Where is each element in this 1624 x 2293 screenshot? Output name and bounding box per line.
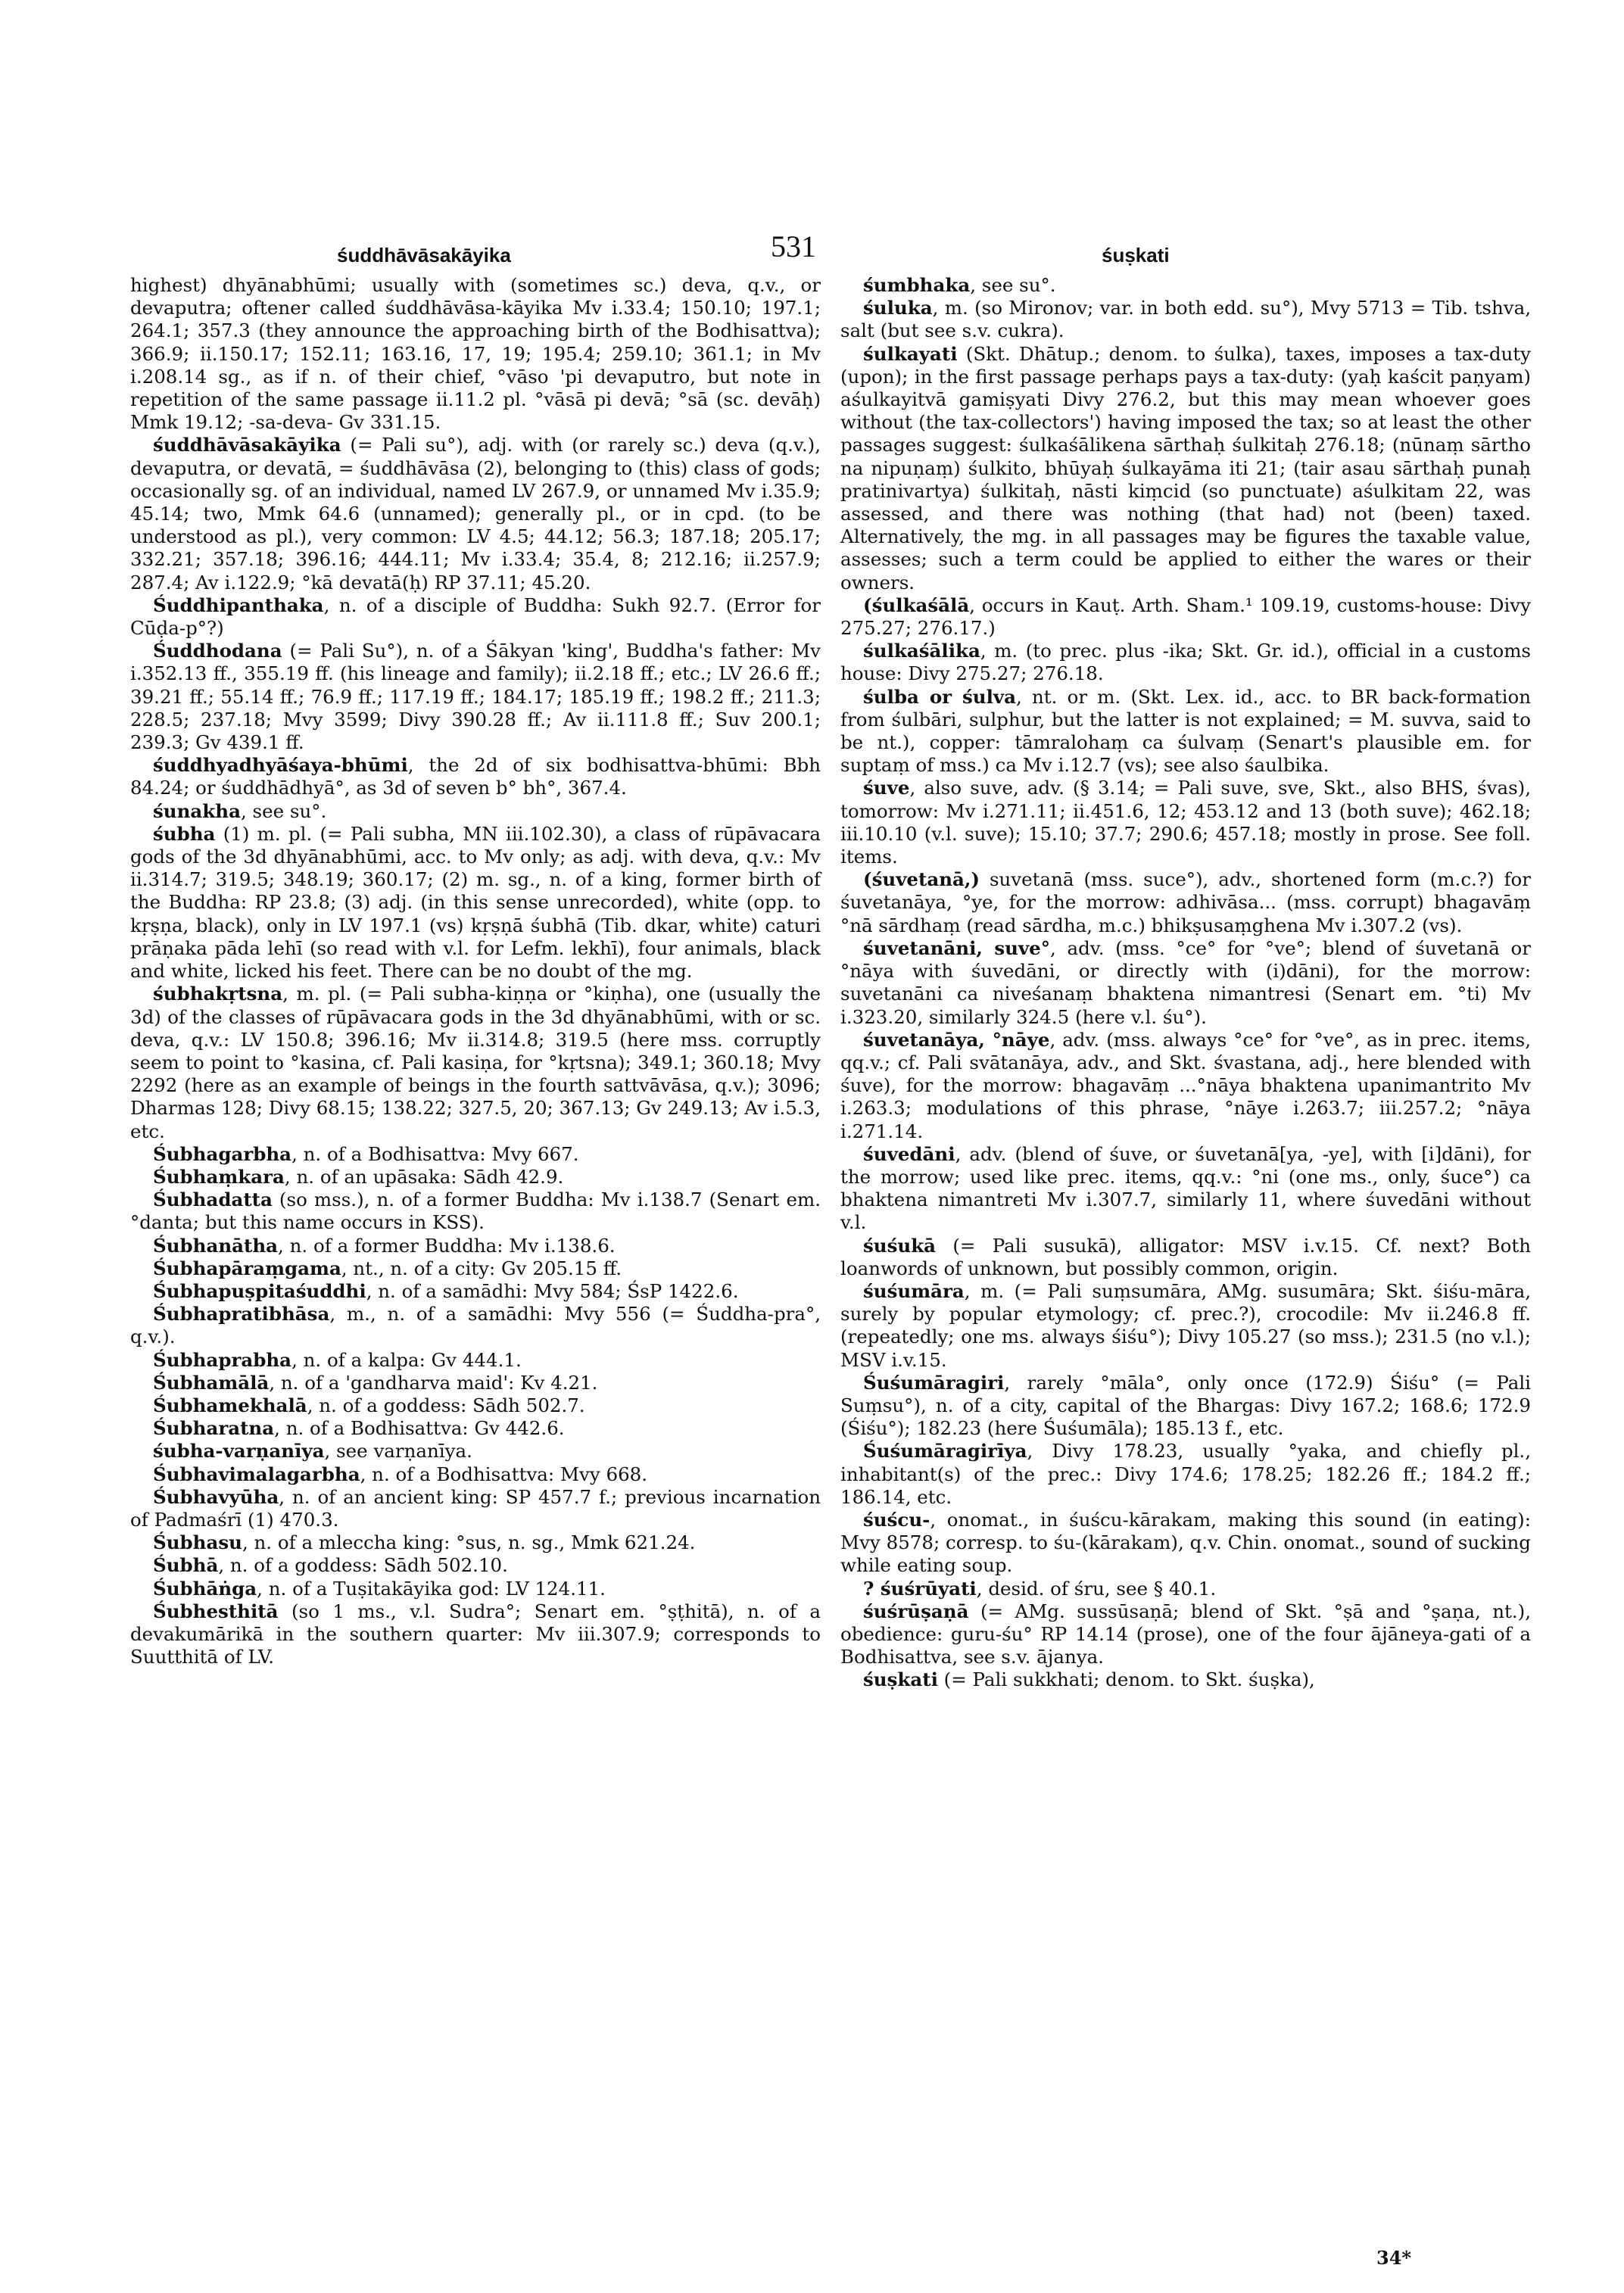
entry-headword: Śubhavimalagarbha	[153, 1463, 360, 1485]
entry-headword: Śubhadatta	[153, 1189, 273, 1211]
entry-headword: Śubharatna	[153, 1417, 275, 1440]
entry-headword: śuśumāra	[863, 1279, 965, 1302]
entry-headword: Śubhesthitā	[153, 1600, 279, 1622]
dictionary-entry	[130, 594, 821, 640]
dictionary-entry	[130, 1235, 821, 1257]
entry-text: , rarely °māla°, only once (172.9) Śiśu° (= Pali Suṃsu°), n. of a city, capital of the Bhargas: Divy 167.2; 168.6; 172.9 (Śiśu°); 182.23 (here Śuśumāla); 185.13 f., etc.	[840, 1371, 1531, 1440]
dictionary-entry	[130, 754, 821, 799]
entry-headword: Śubhasu	[153, 1531, 242, 1554]
entry-text: , n. of a former Buddha: Mv i.138.6.	[278, 1234, 616, 1257]
dictionary-entry	[840, 1029, 1531, 1143]
entry-headword: Śubhamālā	[153, 1371, 270, 1394]
entry-text: , n. of an upāsaka: Sādh 42.9.	[284, 1165, 564, 1188]
entry-headword: Śubhavyūha	[153, 1485, 279, 1508]
dictionary-entry	[130, 640, 821, 754]
entry-text: , adv. (blend of śuve, or śuvetanā[ya, -ye], with [i]dāni), for the morrow; used like prec. items, qq.v.: °ni (one ms., only, śuce°) ca bhaktena nimantreti Mv i.307.7, similarly 11, where śuvedāni without v.l.	[840, 1142, 1531, 1234]
entry-headword: Śubhapāraṃgama	[153, 1257, 341, 1279]
entry-headword: Śubhāṅga	[153, 1577, 257, 1600]
entry-text: , m., n. of a samādhi: Mvy 556 (= Śuddha-pra°, q.v.).	[130, 1303, 821, 1348]
dictionary-entry	[130, 1280, 821, 1303]
entry-text: , see su°.	[240, 799, 327, 822]
dictionary-entry	[840, 594, 1531, 640]
entry-text: , n. of a samādhi: Mvy 584; ŚsP 1422.6.	[366, 1279, 739, 1302]
entry-text: , occurs in Kauṭ. Arth. Sham.¹ 109.19, customs-house: Divy 275.27; 276.17.)	[840, 594, 1531, 640]
entry-headword: Śubhaprabha	[153, 1348, 292, 1371]
dictionary-entry	[840, 1143, 1531, 1235]
dictionary-entry	[130, 274, 821, 434]
entry-text: , see su°.	[970, 274, 1056, 296]
dictionary-entry	[130, 1554, 821, 1577]
entry-headword: śuvedāni	[863, 1142, 955, 1165]
dictionary-entry	[130, 1417, 821, 1440]
entry-headword: śulkayati	[863, 342, 958, 365]
entry-text: , n. of an ancient king: SP 457.7 f.; previous incarnation of Padmaśrī (1) 470.3.	[130, 1485, 821, 1531]
entry-headword: Śubhamekhalā	[153, 1394, 307, 1416]
entry-headword: śunakha	[153, 799, 241, 822]
dictionary-entry	[840, 1600, 1531, 1669]
entry-text: , nt., n. of a city: Gv 205.15 ff.	[341, 1257, 622, 1279]
entry-text: (so 1 ms., v.l. Sudra°; Senart em. °ṣṭhitā), n. of a devakumārikā in the southern quarter: Mv iii.307.9; corresponds to Suutthitā of LV.	[130, 1600, 821, 1668]
entry-headword: śuśukā	[863, 1234, 937, 1257]
dictionary-entry	[840, 868, 1531, 937]
entry-text: , n. of a Bodhisattva: Mvy 667.	[291, 1142, 579, 1165]
entry-text: , n. of a Bodhisattva: Gv 442.6.	[274, 1417, 565, 1440]
dictionary-entry	[130, 1486, 821, 1531]
entry-text: , m. (to prec. plus -ika; Skt. Gr. id.), official in a customs house: Divy 275.27; 276.18.	[840, 640, 1531, 685]
dictionary-entry	[130, 1372, 821, 1394]
dictionary-entry	[130, 1257, 821, 1280]
entry-text: (= Pali susukā), alligator: MSV i.v.15. Cf. next? Both loanwords of unknown, but possibly common, origin.	[840, 1234, 1531, 1279]
entry-text: (= Pali su°), adj. with (or rarely sc.) deva (q.v.), devaputra, or devatā, = śuddhāvāsa (2), belonging to (this) class of gods; occasionally sg. of an individual, named LV 267.9, or unnamed Mv i.35.9; 45.14; two, Mmk 64.6 (unnamed); generally pl., or in cpd. (to be understood as pl.), very common: LV 4.5; 44.12; 56.3; 187.18; 205.17; 332.21; 357.18; 396.16; 444.11; Mv i.33.4; 35.4, 8; 212.16; ii.257.9; 287.4; Av i.122.9; °kā devatā(ḥ) RP 37.11; 45.20.	[130, 434, 821, 594]
entry-text: suvetanā (mss. suce°), adv., shortened form (m.c.?) for śuvetanāya, °ye, for the morrow: adhivāsa... (mss. corrupt) bhagavāṃ °nā sārdhaṃ (read sārdha, m.c.) bhikṣusaṃghena Mv i.307.2 (vs).	[840, 868, 1531, 936]
entry-text: , adv. (mss. always °ce° for °ve°, as in prec. items, qq.v.; cf. Pali svātanāya, adv., and Skt. śvastana, adj., here blended with śuve), for the morrow: bhagavāṃ ...°nāya bhaktena upanimantrito Mv i.263.3; modulations of this phrase, °nāye i.263.7; iii.257.2; °nāya i.271.14.	[840, 1028, 1531, 1142]
entry-text: , m. (= Pali suṃsumāra, AMg. susumāra; Skt. śiśu-māra, surely by popular etymology; cf. prec.?), crocodile: Mv ii.246.8 ff. (repeatedly; one ms. always śiśu°); Divy 105.27 (so mss.); 231.5 (no v.l.); MSV i.v.15.	[840, 1279, 1531, 1371]
dictionary-entry	[130, 1303, 821, 1348]
entry-headword: Śubhapratibhāsa	[153, 1303, 330, 1326]
entry-text: , the 2d of six bodhisattva-bhūmi: Bbh 84.24; or śuddhādhyā°, as 3d of seven b° bh°, 367.4.	[130, 754, 821, 799]
dictionary-entry	[130, 1463, 821, 1486]
running-head-right: śuṣkati	[1102, 244, 1170, 266]
right-column	[840, 274, 1531, 1692]
dictionary-entry	[840, 686, 1531, 777]
dictionary-entry	[840, 1668, 1531, 1691]
entry-headword: śuścu-	[863, 1508, 930, 1531]
dictionary-entry	[130, 1166, 821, 1189]
entry-text: highest) dhyānabhūmi; usually with (sometimes sc.) deva, q.v., or devaputra; oftener called śuddhāvāsa-kāyika Mv i.33.4; 150.10; 197.1; 264.1; 357.3 (they announce the approaching birth of the Bodhisattva); 366.9; ii.150.17; 152.11; 163.16, 17, 19; 195.4; 259.10; 361.1; in Mv i.208.14 sg., as if n. of their chief, °vāso 'pi devaputro, but note in repetition of the same passage ii.11.2 pl. °vāsā pi devā; °sā (sc. devāḥ) Mmk 19.12; -sa-deva- Gv 331.15.	[130, 274, 821, 434]
dictionary-entry	[840, 1440, 1531, 1509]
dictionary-entry	[130, 1440, 821, 1463]
entry-text: , onomat., in śuścu-kārakam, making this sound (in eating): Mvy 8578; corresp. to śu-(kārakam), q.v. Chin. onomat., sound of sucking while eating soup.	[840, 1508, 1531, 1577]
entry-headword: śuṣkati	[863, 1668, 938, 1691]
dictionary-entry	[840, 274, 1531, 297]
entry-headword: śumbhaka	[863, 274, 971, 296]
entry-headword: śubhakṛtsna	[153, 983, 283, 1005]
entry-headword: Śubhā	[153, 1554, 219, 1577]
entry-headword: śulba or śulva	[863, 685, 1017, 708]
entry-headword: Śubhanātha	[153, 1234, 279, 1257]
entry-headword: Śubhaṃkara	[153, 1165, 285, 1188]
dictionary-entry	[130, 1394, 821, 1417]
left-column	[130, 274, 821, 1668]
entry-text: (= AMg. sussūsaṇā; blend of Skt. °ṣā and °ṣaṇa, nt.), obedience: guru-śu° RP 14.14 (prose), one of the four ājāneya-gati of a Bodhisattva, see s.v. ājanya.	[840, 1600, 1531, 1668]
dictionary-entry	[130, 1189, 821, 1234]
dictionary-entry	[840, 777, 1531, 868]
entry-text: (= Pali sukkhati; denom. to Skt. śuṣka),	[937, 1668, 1315, 1691]
dictionary-entry	[130, 1531, 821, 1554]
entry-headword: śuddhyadhyāśaya-bhūmi	[153, 754, 408, 777]
entry-text: , adv. (mss. °ce° for °ve°; blend of śuvetanā or °nāya with śuvedāni, or directly with (i)dāni), for the morrow: suvetanāni ca niveśanaṃ bhaktena nimantresi (Senart em. °ti) Mv i.323.20, similarly 324.5 (here v.l. śu°).	[840, 936, 1532, 1028]
dictionary-entry	[130, 1600, 821, 1669]
dictionary-entry	[840, 297, 1531, 342]
dictionary-entry	[840, 1509, 1531, 1578]
entry-headword: Śuśumāragirīya	[863, 1440, 1027, 1463]
dictionary-entry	[130, 800, 821, 823]
entry-text: , n. of a kalpa: Gv 444.1.	[291, 1348, 522, 1371]
entry-text: , desid. of śru, see § 40.1.	[976, 1577, 1217, 1600]
entry-headword: Śuddhodana	[153, 640, 282, 662]
entry-text: , n. of a Tuṣitakāyika god: LV 124.11.	[257, 1577, 606, 1600]
dictionary-entry	[130, 1143, 821, 1166]
entry-text: (so mss.), n. of a former Buddha: Mv i.138.7 (Senart em. °danta; but this name occurs in KSS).	[130, 1189, 821, 1234]
dictionary-entry	[130, 823, 821, 983]
entry-headword: ? śuśrūyati	[863, 1577, 977, 1600]
signature-mark: 34*	[1376, 2247, 1411, 2269]
entry-text: (Skt. Dhātup.; denom. to śulka), taxes, imposes a tax-duty (upon); in the first passage perhaps pays a tax-duty: (yaḥ kaścit paṇyam) aśulkayitvā gamiṣyati Divy 276.2, but this may mean whoever goes without (the tax-collectors') having imposed the tax; so at least the other passages suggest: śulkaśālikena sārthaḥ śulkitaḥ 276.18; (nūnaṃ sārtho na nipuṇaṃ) śulkito, bhūyaḥ śulkayāma iti 21; (tair asau sārthaḥ punaḥ pratinivartya) śulkitaḥ, nāsti kiṃcid (so punctuate) aśulkitam 22, was assessed, and there was nothing (that had) not (been) taxed. Alternatively, the mg. in all passages may be figures the taxable value, assesses; such a term could be applied to either the wares or their owners.	[840, 342, 1531, 594]
entry-headword: Śubhapuṣpitaśuddhi	[153, 1279, 366, 1302]
dictionary-entry	[840, 343, 1531, 594]
entry-headword: śubha-varṇanīya	[153, 1440, 325, 1463]
entry-headword: Śuddhipanthaka	[153, 594, 324, 616]
dictionary-entry	[840, 1578, 1531, 1600]
entry-text: , see varṇanīya.	[324, 1440, 472, 1463]
entry-text: , m. (so Mironov; var. in both edd. su°), Mvy 5713 = Tib. tshva, salt (but see s.v. cukra).	[840, 297, 1531, 342]
entry-text: , also suve, adv. (§ 3.14; = Pali suve, sve, Skt., also BHS, śvas), tomorrow: Mv i.271.11; ii.451.6, 12; 453.12 and 13 (both suve); 462.18; iii.10.10 (v.l. suve); 15.10; 37.7; 290.6; 457.18; mostly in prose. See foll. items.	[840, 777, 1531, 868]
entry-headword: (śuvetanā,)	[863, 868, 980, 891]
page-number: 531	[771, 229, 816, 263]
dictionary-entry	[840, 1372, 1531, 1441]
entry-headword: śubha	[153, 822, 216, 845]
entry-headword: (śulkaśālā	[863, 594, 970, 616]
dictionary-entry	[840, 640, 1531, 685]
entry-headword: śulkaśālika	[863, 640, 980, 662]
running-head-left: śuddhāvāsakāyika	[337, 244, 511, 266]
entry-headword: śuddhāvāsakāyika	[153, 434, 341, 456]
entry-text: , Divy 178.23, usually °yaka, and chiefly pl., inhabitant(s) of the prec.: Divy 174.6; 178.25; 182.26 ff.; 184.2 ff.; 186.14, etc.	[840, 1440, 1531, 1508]
entry-headword: Śuśumāragiri	[863, 1371, 1005, 1394]
entry-text: , n. of a goddess: Sādh 502.10.	[218, 1554, 508, 1577]
entry-headword: śuvetanāya, °nāye	[863, 1028, 1050, 1051]
entry-text: , m. pl. (= Pali subha-kiṇṇa or °kiṇha), one (usually the 3d) of the classes of rūpāvacara gods in the 3d dhyānabhūmi, with or sc. deva, q.v.: LV 150.8; 396.16; Mv ii.314.8; 319.5 (here mss. corruptly seem to point to °kasina, cf. Pali kasiṇa, for °kṛtsna); 349.1; 360.18; Mvy 2292 (here as an example of beings in the fourth sattvāvāsa, q.v.); 3096; Dharmas 128; Divy 68.15; 138.22; 327.5, 20; 367.13; Gv 249.13; Av i.5.3, etc.	[130, 983, 821, 1142]
dictionary-entry	[840, 937, 1531, 1029]
dictionary-entry	[130, 1578, 821, 1600]
entry-headword: śuve	[863, 777, 910, 799]
entry-headword: śuvetanāni, suve°	[863, 936, 1051, 959]
entry-text: , nt. or m. (Skt. Lex. id., acc. to BR back-formation from śulbāri, sulphur, but the latter is not explained; = M. suvva, said to be nt.), copper: tāmralohaṃ ca śulvaṃ (Senart's plausible em. for suptaṃ of mss.) ca Mv i.12.7 (vs); see also śaulbika.	[840, 685, 1531, 777]
dictionary-entry	[840, 1280, 1531, 1372]
dictionary-entry	[130, 1349, 821, 1372]
entry-headword: śuluka	[863, 297, 933, 319]
dictionary-entry	[840, 1235, 1531, 1280]
dictionary-entry	[130, 434, 821, 594]
entry-text: , n. of a goddess: Sādh 502.7.	[307, 1394, 585, 1416]
entry-headword: śuśrūṣaṇā	[863, 1600, 969, 1622]
entry-text: , n. of a disciple of Buddha: Sukh 92.7. (Error for Cūḍa-p°?)	[130, 594, 821, 640]
entry-text: , n. of a 'gandharva maid': Kv 4.21.	[269, 1371, 598, 1394]
entry-text: , n. of a mleccha king: °sus, n. sg., Mmk 621.24.	[242, 1531, 696, 1554]
entry-text: , n. of a Bodhisattva: Mvy 668.	[360, 1463, 648, 1485]
entry-text: (= Pali Su°), n. of a Śākyan 'king', Buddha's father: Mv i.352.13 ff., 355.19 ff. (his lineage and family); ii.2.18 ff.; etc.; LV 26.6 ff.; 39.21 ff.; 55.14 ff.; 76.9 ff.; 117.19 ff.; 184.17; 185.19 ff.; 198.2 ff.; 211.3; 228.5; 237.18; Mvy 3599; Divy 390.28 ff.; Av ii.111.8 ff.; Suv 200.1; 239.3; Gv 439.1 ff.	[130, 640, 821, 754]
dictionary-entry	[130, 983, 821, 1142]
entry-text: (1) m. pl. (= Pali subha, MN iii.102.30), a class of rūpāvacara gods of the 3d dhyānabhūmi, acc. to Mv only; as adj. with deva, q.v.: Mv ii.314.7; 319.5; 348.19; 360.17; (2) m. sg., n. of a king, former birth of the Buddha: RP 23.8; (3) adj. (in this sense unrecorded), white (opp. to kṛṣṇa, black), only in LV 197.1 (vs) kṛṣṇā śubhā (Tib. dkar, white) caturi prāṇaka pāda lehī (so read with v.l. for Lefm. lekhī), four animals, black and white, licked his feet. There can be no doubt of the mg.	[130, 822, 821, 983]
entry-headword: Śubhagarbha	[153, 1142, 292, 1165]
